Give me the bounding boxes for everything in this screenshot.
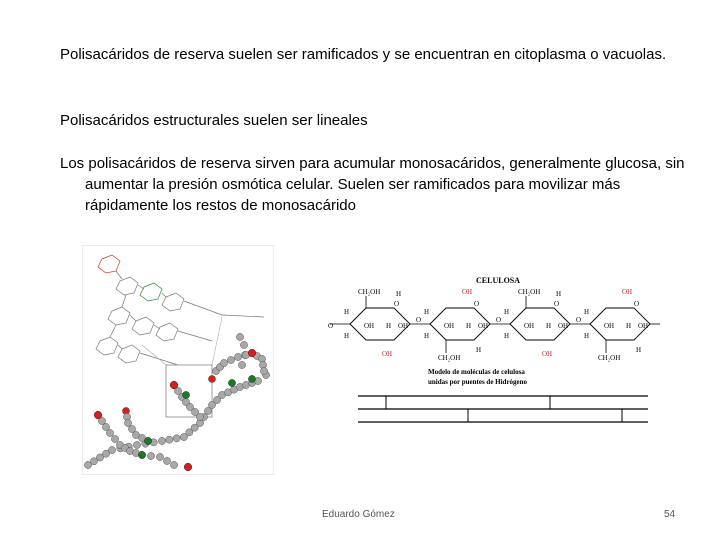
formula-label: H [556, 290, 562, 298]
glucose-bead [156, 453, 163, 460]
paragraph-reserve-function: Los polisacáridos de reserva sirven para acumular monosacáridos, generalmente glucosa, sin aumentar la presión osmótica celular. Suelen ser ramificados para movilizar más rápidamente los restos de monosacárido [60, 155, 685, 214]
reducing-end-bead [184, 463, 192, 471]
formula-label: CH₂OH [598, 354, 621, 362]
reducing-end-bead [170, 381, 178, 389]
caption-line-1: Modelo de moléculas de celulosa [428, 368, 525, 376]
glucose-bead [238, 361, 245, 368]
formula-label: H [344, 308, 350, 316]
formula-label: O [328, 322, 334, 330]
branch-point-bead [228, 379, 235, 386]
formula-label: H [424, 332, 430, 340]
formula-label: O [576, 316, 582, 324]
formula-label: OH [604, 322, 615, 330]
glucose-bead [234, 353, 241, 360]
branch-point-bead [138, 451, 145, 458]
formula-label: OH [638, 322, 649, 330]
caption-line-2: unidas por puentes de Hidrógeno [428, 378, 528, 386]
glucose-bead [147, 452, 154, 459]
glucose-ring-chain [328, 288, 660, 362]
glucose-bead [108, 446, 115, 453]
formula-label: H [584, 332, 590, 340]
formula-label: H [396, 290, 402, 298]
formula-label: OH [364, 322, 375, 330]
formula-label: H [584, 308, 590, 316]
paragraph-reserve-polysaccharides: Polisacáridos de reserva suelen ser ramificados y se encuentran en citoplasma o vacuolas. [60, 46, 667, 63]
formula-label: CH₂OH [358, 288, 381, 296]
page-number: 54 [664, 509, 676, 520]
cellulose-structure-figure [322, 272, 660, 427]
formula-label: OH [382, 350, 393, 358]
branch-point-bead [182, 391, 189, 398]
formula-label: H [476, 346, 482, 354]
formula-label: OH [398, 322, 409, 330]
glucose-bead [260, 367, 267, 374]
formula-label: O [416, 316, 422, 324]
formula-label: O [634, 300, 640, 308]
cellulose-title: CELULOSA [476, 276, 521, 285]
glucose-bead [173, 435, 180, 442]
formula-label: O [474, 300, 480, 308]
glucose-bead [240, 341, 247, 348]
formula-label: O [496, 316, 502, 324]
glucose-bead [220, 359, 227, 366]
formula-label: H [424, 308, 430, 316]
glucose-bead [158, 437, 165, 444]
glucose-bead [166, 436, 173, 443]
formula-label: OH [558, 322, 569, 330]
formula-label: OH [444, 322, 455, 330]
formula-label: OH [462, 288, 473, 296]
glucose-bead [227, 356, 234, 363]
formula-label: H [626, 322, 632, 330]
formula-label: H [386, 322, 392, 330]
formula-label: CH₂OH [518, 288, 541, 296]
branch-point-bead [248, 375, 255, 382]
formula-label: H [504, 332, 510, 340]
reducing-end-bead [248, 349, 256, 357]
formula-label: H [636, 346, 642, 354]
formula-label: H [466, 322, 472, 330]
glucose-bead [196, 413, 203, 420]
glucose-bead [208, 375, 215, 382]
formula-label: OH [622, 288, 633, 296]
formula-label: OH [524, 322, 535, 330]
formula-label: H [546, 322, 552, 330]
paragraph-structural-polysaccharides: Polisacáridos estructurales suelen ser lineales [60, 112, 368, 129]
formula-label: H [344, 332, 350, 340]
formula-label: H [504, 308, 510, 316]
branch-point-bead [144, 437, 151, 444]
reducing-end-bead [94, 411, 102, 419]
formula-label: O [394, 300, 400, 308]
glucose-bead [163, 457, 170, 464]
glucose-bead [111, 435, 118, 442]
glucose-bead [106, 429, 113, 436]
branched-polysaccharide-illustration [82, 245, 274, 475]
formula-label: O [554, 300, 560, 308]
formula-label: OH [478, 322, 489, 330]
formula-label: OH [542, 350, 553, 358]
glucose-bead [133, 441, 140, 448]
glucose-bead [236, 333, 243, 340]
footer-author: Eduardo Gómez [322, 509, 395, 520]
hydrogen-bond-model-lines [358, 396, 648, 422]
glucose-bead [170, 461, 177, 468]
formula-label: CH₂OH [438, 354, 461, 362]
